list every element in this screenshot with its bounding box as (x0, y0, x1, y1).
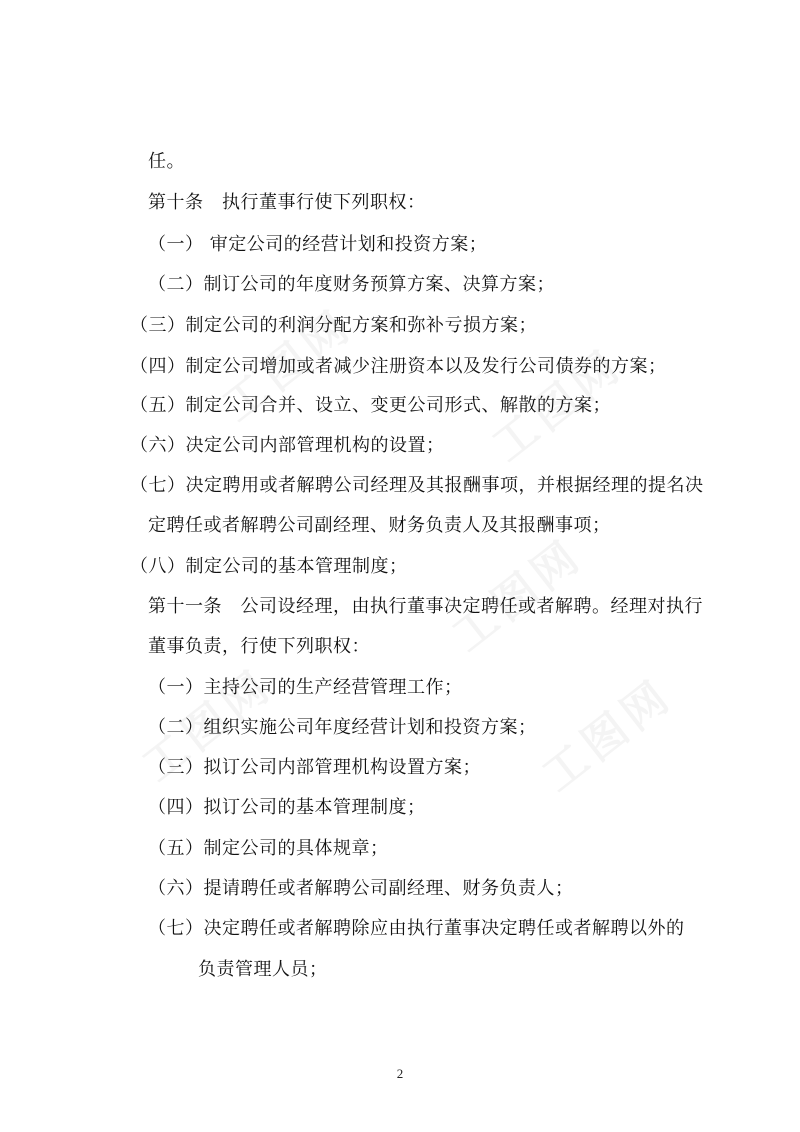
list-item: （五）制定公司合并、设立、变更公司形式、解散的方案； (130, 395, 611, 416)
list-item: （二）组织实施公司年度经营计划和投资方案； (148, 717, 537, 738)
page-number: 2 (396, 1066, 404, 1081)
watermark (526, 661, 684, 804)
list-item: （五）制定公司的具体规章； (148, 838, 389, 859)
list-item: （六）提请聘任或者解聘公司副经理、财务负责人； (148, 878, 574, 899)
text-line: 董事负责，行使下列职权： (148, 636, 370, 657)
list-item: （四）制定公司增加或者减少注册资本以及发行公司债券的方案； (130, 356, 667, 377)
article-heading: 第十一条 公司设经理，由执行董事决定聘任或者解聘。经理对执行 (148, 596, 703, 617)
list-item: （六）决定公司内部管理机构的设置； (130, 435, 445, 456)
list-item: （三）拟订公司内部管理机构设置方案； (148, 757, 481, 778)
text-line: 任。 (148, 151, 185, 172)
list-item-continuation: 定聘任或者解聘公司副经理、财务负责人及其报酬事项； (148, 515, 611, 536)
list-item: （一）主持公司的生产经营管理工作； (148, 677, 463, 698)
watermark (436, 521, 594, 664)
list-item: （七）决定聘用或者解聘公司经理及其报酬事项，并根据经理的提名决 (130, 475, 704, 496)
list-item: （三）制定公司的利润分配方案和弥补亏损方案； (130, 315, 537, 336)
list-item: （八）制定公司的基本管理制度； (130, 556, 408, 577)
list-item: （二）制订公司的年度财务预算方案、决算方案； (148, 274, 555, 295)
article-heading: 第十条 执行董事行使下列职权： (148, 192, 426, 213)
list-item: （一） 审定公司的经营计划和投资方案； (148, 234, 488, 255)
list-item-continuation: 负责管理人员； (198, 959, 328, 980)
list-item: （四）拟订公司的基本管理制度； (148, 797, 426, 818)
list-item: （七）决定聘任或者解聘除应由执行董事决定聘任或者解聘以外的 (148, 918, 685, 939)
